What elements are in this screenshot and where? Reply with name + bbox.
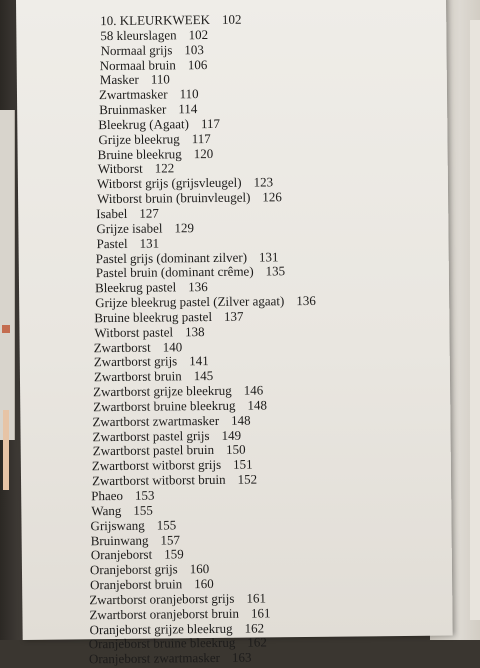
- toc-entry-title: Zwartmasker: [98, 86, 168, 103]
- toc-entry-page: 160: [189, 561, 210, 577]
- toc-entry-page: 149: [221, 427, 242, 443]
- toc-entry-title: Zwartborst pastel grijs: [92, 427, 210, 444]
- toc-entry-page: 146: [243, 382, 264, 398]
- toc-entry-title: Bruinwang: [90, 532, 149, 548]
- toc-entry-title: Oranjeborst bruine bleekrug: [88, 635, 236, 652]
- toc-entry-title: Zwartborst bruine bleekrug: [93, 397, 236, 415]
- toc-entry-title: Phaeo: [91, 487, 124, 504]
- toc-entry-page: 126: [262, 189, 282, 205]
- toc-entry-page: 136: [296, 292, 316, 309]
- toc-entry-title: Oranjeborst grijze bleekrug: [89, 620, 233, 637]
- toc-entry-page: 102: [221, 11, 242, 27]
- book-page: [16, 0, 453, 667]
- toc-entry-title: Bruine bleekrug pastel: [94, 308, 213, 326]
- toc-entry-page: 153: [134, 487, 155, 503]
- toc-entry-title: Zwartborst witborst grijs: [91, 457, 222, 474]
- toc-entry-title: Grijze bleekrug: [98, 131, 180, 147]
- underlying-book-edge: [0, 110, 15, 440]
- toc-entry-title: Normaal grijs: [100, 42, 173, 58]
- toc-entry-page: 151: [233, 456, 253, 473]
- toc-entry-title: Normaal bruin: [99, 56, 176, 73]
- toc-entry-title: Zwartborst grijs: [93, 353, 178, 370]
- toc-entry-page: 138: [184, 323, 205, 339]
- toc-entry-title: 10. KLEURKWEEK: [100, 11, 211, 29]
- toc-entry-title: Witborst: [97, 161, 143, 177]
- toc-entry-page: 150: [225, 442, 246, 458]
- toc-entry-title: Zwartborst grijze bleekrug: [93, 382, 232, 400]
- toc-entry-page: 161: [246, 590, 266, 606]
- toc-entry-title: Oranjeborst zwartmasker: [88, 650, 221, 667]
- toc-entry-title: Witborst bruin (bruinvleugel): [97, 189, 251, 207]
- toc-entry-page: 148: [247, 397, 268, 413]
- toc-entry-page: 152: [237, 471, 258, 487]
- toc-entry-title: Pastel bruin (dominant crême): [95, 263, 254, 281]
- table-of-contents: [88, 11, 319, 667]
- toc-entry-title: Zwartborst: [93, 339, 151, 355]
- toc-entry-title: Bleekrug (Agaat): [98, 116, 189, 133]
- toc-entry-title: Pastel: [96, 235, 128, 251]
- toc-entry-page: 159: [164, 546, 184, 562]
- toc-entry-page: 114: [178, 101, 198, 117]
- toc-entry-page: 122: [154, 160, 175, 176]
- toc-entry-title: Masker: [99, 72, 139, 88]
- toc-entry-page: 129: [174, 219, 195, 236]
- toc-entry-title: Oranjeborst bruin: [90, 576, 183, 593]
- toc-entry-title: Zwartborst oranjeborst grijs: [89, 590, 235, 608]
- toc-entry-page: 127: [139, 205, 159, 221]
- toc-entry-page: 162: [244, 620, 265, 636]
- toc-entry-page: 137: [223, 308, 244, 324]
- toc-entry-page: 117: [191, 130, 211, 146]
- toc-entry-title: Bleekrug pastel: [94, 279, 177, 296]
- toc-entry-page: 110: [179, 86, 199, 102]
- toc-entry-page: 120: [193, 145, 214, 161]
- toc-entry-page: 106: [187, 56, 208, 72]
- toc-entry-title: Grijze isabel: [96, 220, 163, 236]
- toc-entry-title: Bruinmasker: [99, 101, 167, 118]
- toc-entry-page: 135: [265, 263, 286, 279]
- toc-entry-page: 155: [156, 517, 177, 533]
- toc-entry-page: 102: [188, 26, 209, 43]
- toc-entry-title: Witborst grijs (grijsvleugel): [96, 174, 242, 192]
- toc-entry-title: 58 kleurslagen: [100, 27, 177, 43]
- toc-entry-page: 117: [200, 115, 221, 131]
- toc-entry-page: 160: [194, 576, 214, 592]
- toc-entry-title: Pastel grijs (dominant zilver): [95, 249, 248, 266]
- toc-entry-title: Zwartborst pastel bruin: [92, 442, 215, 459]
- toc-entry-title: Bruine bleekrug: [97, 145, 182, 162]
- toc-entry-page: 110: [150, 71, 170, 87]
- toc-entry-title: Witborst pastel: [94, 324, 174, 340]
- toc-entry-page: 163: [231, 649, 252, 666]
- toc-entry-title: Oranjeborst: [90, 546, 153, 563]
- toc-entry-title: Zwartborst oranjeborst bruin: [89, 605, 239, 623]
- toc-entry-page: 155: [133, 502, 153, 518]
- underlying-print-mark: [3, 410, 9, 490]
- toc-entry-page: 141: [189, 353, 209, 369]
- toc-entry-page: 136: [188, 279, 208, 295]
- toc-entry-page: 162: [247, 634, 267, 651]
- toc-entry-title: Wang: [91, 502, 122, 519]
- toc-entry-title: Oranjeborst grijs: [89, 561, 178, 578]
- toc-entry-page: 131: [258, 248, 279, 264]
- toc-entry-title: Isabel: [96, 205, 128, 222]
- toc-entry: [89, 650, 320, 667]
- toc-entry-title: Grijswang: [90, 517, 145, 533]
- toc-entry-page: 157: [160, 531, 181, 548]
- toc-entry-title: Grijze bleekrug pastel (Zilver agaat): [95, 293, 285, 311]
- toc-entry-page: 145: [193, 368, 214, 384]
- toc-entry-page: 131: [139, 235, 160, 251]
- toc-entry-page: 123: [253, 174, 274, 190]
- toc-entry-page: 148: [231, 412, 251, 428]
- toc-entry-title: Zwartborst bruin: [93, 368, 182, 385]
- toc-entry-page: 140: [162, 338, 183, 355]
- toc-entry-page: 161: [250, 605, 271, 621]
- underlying-print-mark: [2, 325, 10, 333]
- toc-entry-page: 103: [184, 41, 204, 57]
- toc-entry-title: Zwartborst witborst bruin: [91, 471, 226, 489]
- toc-entry-title: Zwartborst zwartmasker: [92, 412, 220, 430]
